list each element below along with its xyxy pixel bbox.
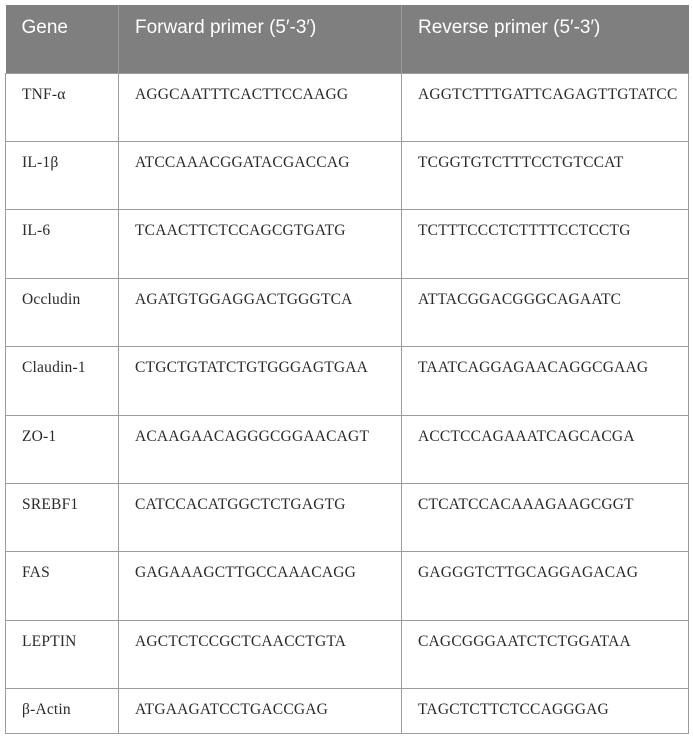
gene-cell: SREBF1 [6, 484, 119, 552]
table-row [6, 141, 689, 209]
table-row [6, 347, 689, 415]
forward-primer-cell: AGATGTGGAGGACTGGGTCA [119, 278, 402, 346]
header-gene: Gene [6, 5, 119, 73]
forward-primer-cell: CTGCTGTATCTGTGGGAGTGAA [119, 347, 402, 415]
forward-primer-cell: AGCTCTCCGCTCAACCTGTA [119, 620, 402, 688]
primer-table [5, 5, 689, 734]
reverse-primer-cell: TCTTTCCCTCTTTTCCTCCTG [402, 210, 689, 278]
gene-cell: ZO-1 [6, 415, 119, 483]
gene-cell: IL-1β [6, 141, 119, 209]
reverse-primer-cell: CAGCGGGAATCTCTGGATAA [402, 620, 689, 688]
forward-primer-cell: ACAAGAACAGGGCGGAACAGT [119, 415, 402, 483]
gene-cell: IL-6 [6, 210, 119, 278]
reverse-primer-cell: AGGTCTTTGATTCAGAGTTGTATCC [402, 73, 689, 141]
forward-primer-cell: CATCCACATGGCTCTGAGTG [119, 484, 402, 552]
reverse-primer-cell: ATTACGGACGGGCAGAATC [402, 278, 689, 346]
table-row [6, 620, 689, 688]
reverse-primer-cell: TAGCTCTTCTCCAGGGAG [402, 689, 689, 734]
gene-cell: Claudin-1 [6, 347, 119, 415]
header-row [6, 5, 689, 73]
gene-cell: LEPTIN [6, 620, 119, 688]
gene-cell: TNF-α [6, 73, 119, 141]
forward-primer-cell: ATGAAGATCCTGACCGAG [119, 689, 402, 734]
table-row [6, 210, 689, 278]
header-forward-primer: Forward primer (5′-3′) [119, 5, 402, 73]
table-body [6, 73, 689, 734]
reverse-primer-cell: CTCATCCACAAAGAAGCGGT [402, 484, 689, 552]
table-row [6, 415, 689, 483]
gene-cell: FAS [6, 552, 119, 620]
table-header [6, 5, 689, 73]
table-row [6, 689, 689, 734]
forward-primer-cell: TCAACTTCTCCAGCGTGATG [119, 210, 402, 278]
table-row [6, 278, 689, 346]
table-row [6, 484, 689, 552]
gene-cell: Occludin [6, 278, 119, 346]
forward-primer-cell: GAGAAAGCTTGCCAAACAGG [119, 552, 402, 620]
table-row [6, 552, 689, 620]
forward-primer-cell: AGGCAATTTCACTTCCAAGG [119, 73, 402, 141]
header-reverse-primer: Reverse primer (5′-3′) [402, 5, 689, 73]
reverse-primer-cell: TCGGTGTCTTTCCTGTCCAT [402, 141, 689, 209]
gene-cell: β-Actin [6, 689, 119, 734]
reverse-primer-cell: GAGGGTCTTGCAGGAGACAG [402, 552, 689, 620]
reverse-primer-cell: TAATCAGGAGAACAGGCGAAG [402, 347, 689, 415]
forward-primer-cell: ATCCAAACGGATACGACCAG [119, 141, 402, 209]
reverse-primer-cell: ACCTCCAGAAATCAGCACGA [402, 415, 689, 483]
table-row [6, 73, 689, 141]
